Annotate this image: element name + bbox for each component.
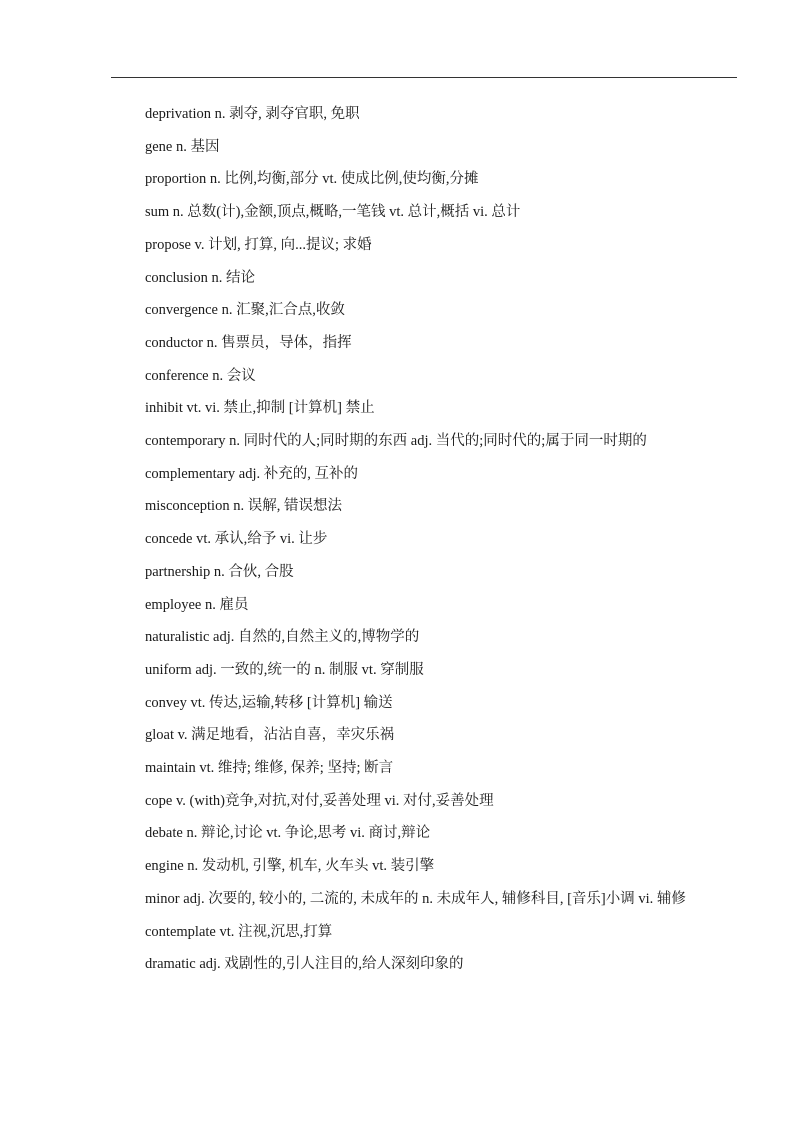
vocab-entry: maintain vt. 维持; 维修, 保养; 坚持; 断言 [145, 760, 394, 777]
vocab-entry: gene n. 基因 [145, 138, 220, 155]
vocab-entry: minor adj. 次要的, 较小的, 二流的, 未成年的 n. 未成年人, 辅修科目, [音乐]小调 vi. 辅修 [145, 890, 686, 907]
vocab-entry: debate n. 辩论,讨论 vt. 争论,思考 vi. 商讨,辩论 [145, 825, 431, 842]
vocab-entry: propose v. 计划, 打算, 向...提议; 求婚 [145, 236, 372, 253]
header-rule [111, 77, 737, 78]
vocab-entry: misconception n. 误解, 错误想法 [145, 498, 342, 515]
vocab-entry: proportion n. 比例,均衡,部分 vt. 使成比例,使均衡,分摊 [145, 171, 479, 188]
vocab-entry: partnership n. 合伙, 合股 [145, 563, 294, 580]
vocab-entry: contemporary n. 同时代的人;同时期的东西 adj. 当代的;同时代的;属于同一时期的 [145, 433, 647, 450]
vocab-entry: employee n. 雇员 [145, 596, 249, 613]
vocab-entry: conclusion n. 结论 [145, 269, 255, 286]
vocab-entry: concede vt. 承认,给予 vi. 让步 [145, 531, 328, 548]
vocab-entry: contemplate vt. 注视,沉思,打算 [145, 923, 333, 940]
vocab-entry: inhibit vt. vi. 禁止,抑制 [计算机] 禁止 [145, 400, 375, 417]
vocab-entry: cope v. (with)竞争,对抗,对付,妥善处理 vi. 对付,妥善处理 [145, 792, 494, 809]
vocab-entry: deprivation n. 剥夺, 剥夺官职, 免职 [145, 106, 360, 122]
vocab-entry: complementary adj. 补充的, 互补的 [145, 465, 359, 482]
vocab-entry: dramatic adj. 戏剧性的,引人注目的,给人深刻印象的 [145, 956, 464, 973]
vocabulary-list [111, 98, 741, 981]
vocab-entry: conductor n. 售票员，导体，指挥 [145, 334, 352, 351]
vocab-entry: uniform adj. 一致的,统一的 n. 制服 vt. 穿制服 [145, 661, 424, 678]
vocab-entry: conference n. 会议 [145, 367, 256, 384]
vocab-entry: convergence n. 汇聚,汇合点,收敛 [145, 302, 345, 319]
vocab-entry: convey vt. 传达,运输,转移 [计算机] 输送 [145, 694, 393, 711]
vocab-entry: engine n. 发动机, 引擎, 机车, 火车头 vt. 装引擎 [145, 858, 435, 875]
vocab-entry: gloat v. 满足地看，沾沾自喜，幸灾乐祸 [145, 727, 395, 744]
vocab-entry: sum n. 总数(计),金额,顶点,概略,一笔钱 vt. 总计,概括 vi. 总计 [145, 204, 521, 221]
vocab-entry: naturalistic adj. 自然的,自然主义的,博物学的 [145, 629, 420, 646]
